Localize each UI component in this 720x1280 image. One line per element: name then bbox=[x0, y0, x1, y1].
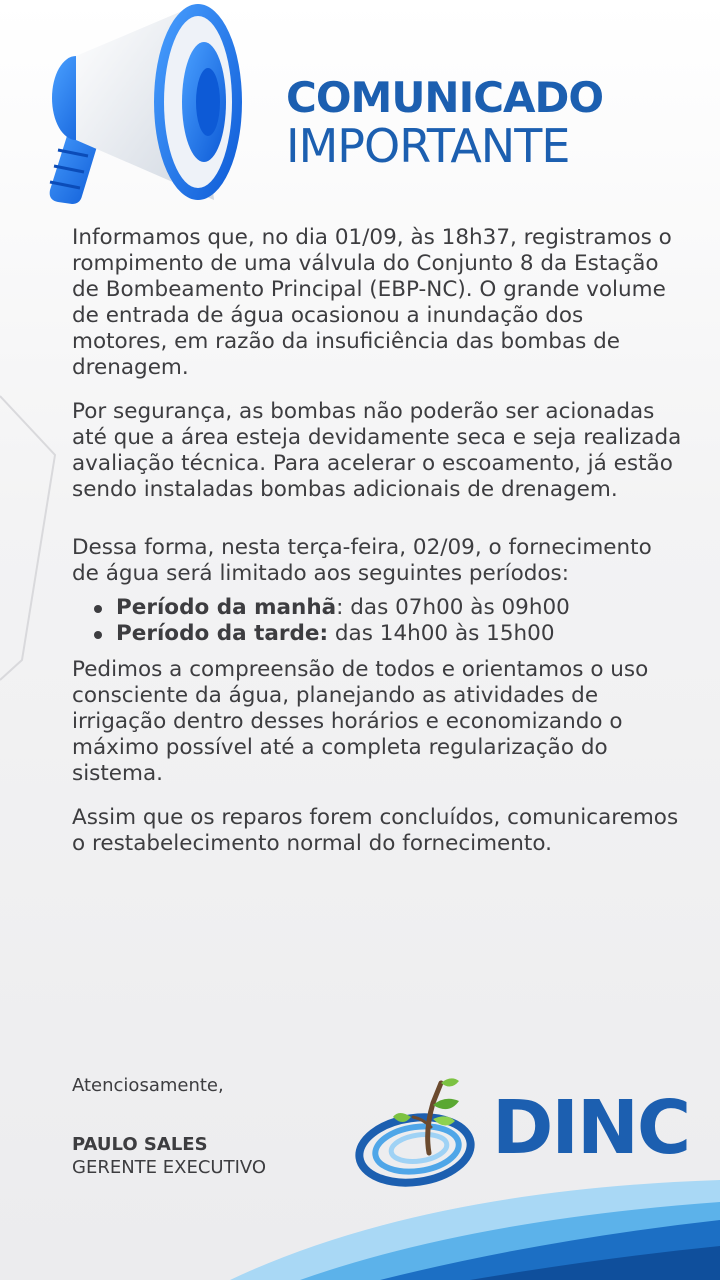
title-line-1: COMUNICADO bbox=[286, 73, 604, 122]
period-label: Período da manhã bbox=[116, 595, 337, 620]
period-value: das 14h00 às 15h00 bbox=[328, 621, 555, 646]
paragraph-4: Pedimos a compreensão de todos e orientamos o uso consciente da água, planejando as atividades de irrigação dentro desses horários e economizando o máximo possível até a completa regularização do sistema. bbox=[72, 657, 649, 786]
paragraph-3: Dessa forma, nesta terça-feira, 02/09, o fornecimento de água será limitado aos seguintes períodos: bbox=[72, 535, 652, 586]
announcement-body bbox=[72, 225, 682, 857]
period-list bbox=[72, 595, 682, 647]
megaphone-icon bbox=[14, 0, 254, 215]
paragraph-1: Informamos que, no dia 01/09, às 18h37, registramos o rompimento de uma válvula do Conjunto 8 da Estação de Bombeamento Principal (EBP-NC). O grande volume de entrada de água ocasionou a inundação dos motores, em razão da insuficiência das bombas de drenagem. bbox=[72, 225, 672, 380]
paragraph-2: Por segurança, as bombas não poderão ser acionadas até que a área esteja devidamente seca e seja realizada avaliação técnica. Para acelerar o escoamento, já estão sendo instaladas bombas adicionais de drenagem. bbox=[72, 399, 682, 502]
period-value: das 07h00 às 09h00 bbox=[343, 595, 570, 620]
period-label: Período da tarde: bbox=[116, 621, 329, 646]
signature-greeting: Atenciosamente, bbox=[72, 1075, 224, 1096]
dinc-logo-icon bbox=[355, 1075, 490, 1190]
decorative-waves bbox=[0, 1180, 720, 1280]
paragraph-5: Assim que os reparos forem concluídos, comunicaremos o restabelecimento normal do fornecimento. bbox=[72, 805, 679, 856]
dinc-logo-text: DINC bbox=[492, 1085, 690, 1171]
title-line-2: IMPORTANTE bbox=[286, 119, 570, 173]
period-item-afternoon bbox=[94, 621, 682, 647]
signature-role: GERENTE EXECUTIVO bbox=[72, 1157, 267, 1178]
bullet-dot-icon bbox=[94, 631, 102, 639]
bullet-dot-icon bbox=[94, 605, 102, 613]
signature-name: PAULO SALES bbox=[72, 1134, 208, 1155]
period-item-morning bbox=[94, 595, 682, 621]
period-separator: : bbox=[336, 595, 344, 620]
